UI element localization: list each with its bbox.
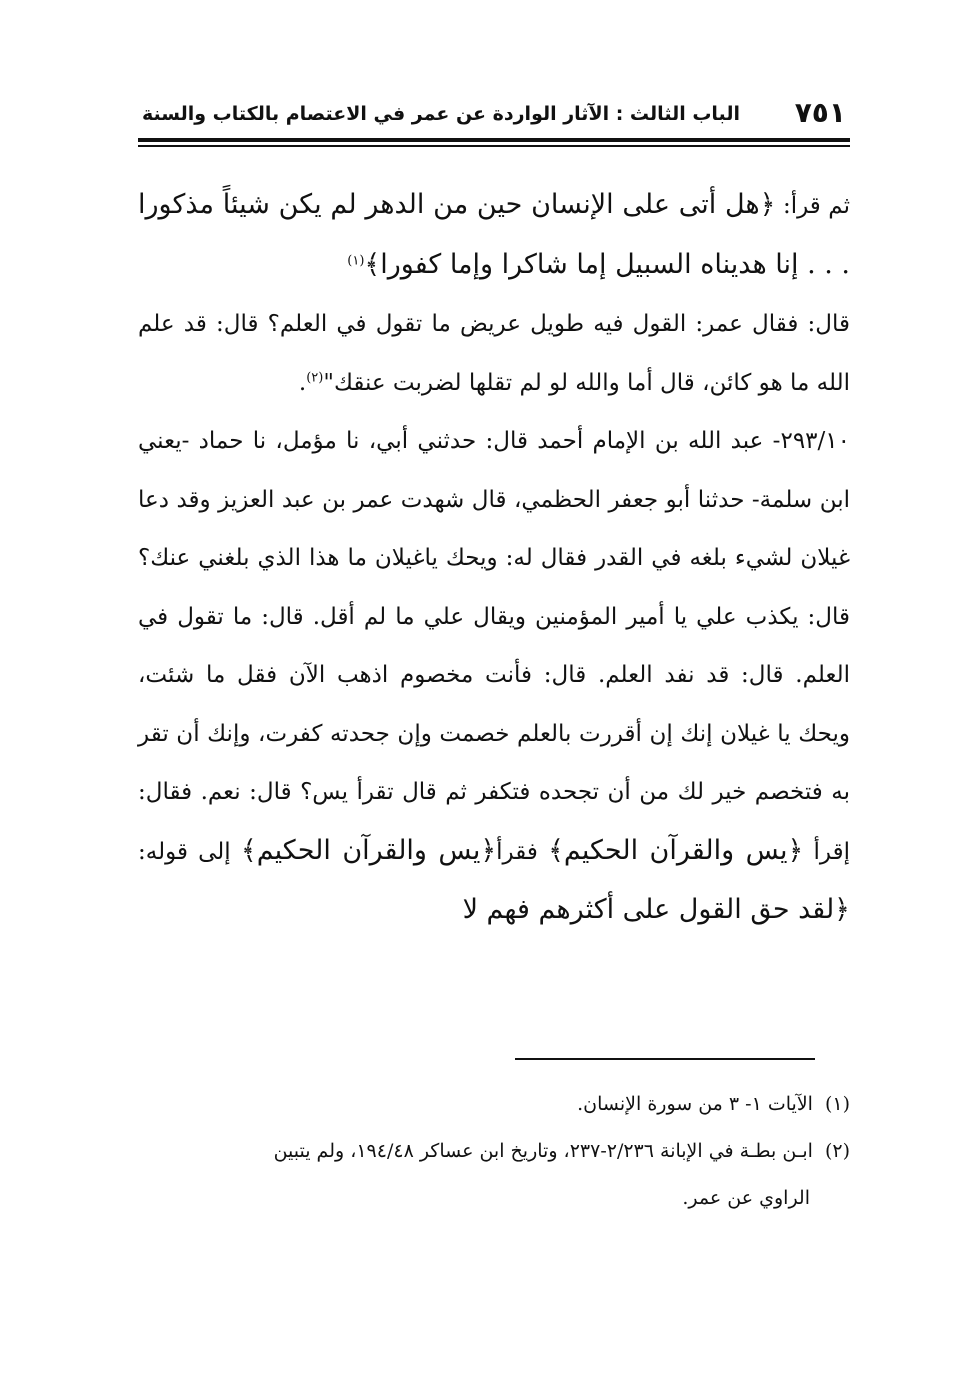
main-text — [138, 176, 850, 941]
quran-verse: ﴿يس والقرآن الحكيم﴾ — [240, 834, 497, 866]
footnote-text: الآيات ١- ٣ من سورة الإنسان. — [577, 1093, 813, 1115]
footnote-ref-1: (١) — [347, 252, 365, 268]
running-title: الباب الثالث : الآثار الواردة عن عمر في الاعتصام بالكتاب والسنة — [142, 103, 740, 125]
paragraph-text: قال: فقال عمر: القول فيه طويل عريض ما تقول في العلم؟ قال: قد علم الله ما هو كائن، قال أما والله لو لم تقلها لضربت عنقك" — [138, 311, 850, 396]
footnotes — [138, 1082, 850, 1221]
footnote-2 — [138, 1129, 850, 1174]
paragraph-umar-reply — [138, 295, 850, 412]
paragraph-text-mid2: إلى قوله: — [138, 838, 241, 865]
paragraph-verse-quote — [138, 176, 850, 295]
footnote-ref-2: (٢) — [306, 369, 324, 385]
footnote-1 — [138, 1082, 850, 1127]
quran-verse: ﴿لقد حق القول على أكثرهم فهم لا — [462, 894, 850, 925]
footnote-2-continuation: الراوي عن عمر. — [682, 1187, 810, 1209]
footnote-marker: (٢) — [824, 1140, 850, 1162]
paragraph-intro: ثم قرأ: — [775, 193, 850, 219]
footnote-text: ابـن بطـة في الإبانة ٢/٢٣٦-٢٣٧، وتاريخ ابن عساكر ١٩٤/٤٨، ولم يتبين — [273, 1140, 813, 1162]
quran-verse: ﴿يس والقرآن الحكيم﴾ — [548, 834, 804, 866]
page-number: ٧٥١ — [794, 96, 846, 129]
paragraph-end: . — [298, 369, 307, 396]
header-rule-thin — [138, 145, 850, 147]
paragraph-text: ٢٩٣/١٠- عبد الله بن الإمام أحمد قال: حدثني أبي، نا مؤمل، نا حماد -يعني ابن سلمة- حدثنا أبو جعفر الحظمي، قال شهدت عمر بن عبد العزيز وقد دعا غيلان لشيء بلغه في القدر فقال له: ويحك ياغيلان ما هذا الذي بلغني عنك؟ قال: يكذب علي يا أمير المؤمنين ويقال علي ما لم أقل. قال: ما تقول في العلم. قال: قد نفد العلم. قال: فأنت مخصوم اذهب الآن فقل ما شئت، ويحك يا غيلان إنك إن أقررت بالعلم خصمت وإن جحدته كفرت، وإنك أن تقر به فتخصم خير لك من أن تجحده فتكفر ثم قال تقرأ يس؟ قال: نعم. فقال: إقرأ — [138, 428, 850, 865]
page-header — [138, 96, 850, 134]
footnote-marker: (١) — [824, 1093, 850, 1115]
footnote-divider — [515, 1058, 815, 1060]
paragraph-hadith-293 — [138, 412, 850, 941]
quran-verse: ﴿هل أتى على الإنسان حين من الدهر لم يكن شيئاً مذكورا . . . إنا هديناه السبيل إما شاكرا وإما كفورا﴾ — [138, 189, 850, 280]
header-rule-thick — [138, 138, 850, 142]
paragraph-text-mid: فقرأ — [496, 838, 549, 865]
